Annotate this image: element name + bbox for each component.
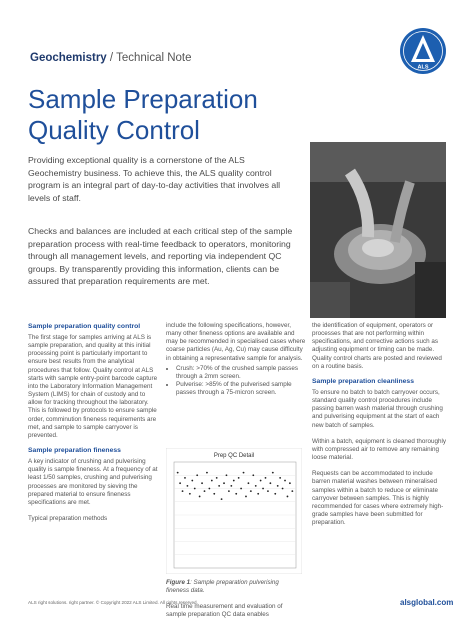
data-point <box>274 493 276 495</box>
data-point <box>221 498 223 500</box>
data-point <box>182 490 184 492</box>
data-point <box>201 482 203 484</box>
heading-fineness: Sample preparation fineness <box>28 447 121 455</box>
data-point <box>267 490 269 492</box>
data-point <box>216 477 218 479</box>
bullet-pulverise: • Pulverise: >85% of the pulverised sample passes through a 75-micron screen. <box>176 381 306 397</box>
data-point <box>240 488 242 490</box>
data-point <box>287 496 289 498</box>
data-point <box>233 480 235 482</box>
data-point <box>262 488 264 490</box>
data-point <box>223 482 225 484</box>
intro-paragraph-2: Checks and balances are included at each critical step of the sample preparation process with real-time feedback to operators, monitoring through all management levels, and reporting via independent QC groups. By transparently providing this information, clients can be assured that preparation requirements are met. <box>28 226 293 287</box>
col2-bottom-paragraph: Real time measurement and evaluation of sample preparation QC data enables <box>166 603 283 619</box>
data-point <box>230 485 232 487</box>
data-point <box>291 490 293 492</box>
data-point <box>248 482 250 484</box>
data-point <box>272 472 274 474</box>
data-point <box>243 472 245 474</box>
col1-paragraph-1: The first stage for samples arriving at ALS is sample preparation, and quality at this initial processing point is particularly important to ensure best results from the analytical procedures that follow. Quality control at ALS starts with sample entry-point barcode capture into the Laboratory Information Management System (LIMS) for chain of custody and to allow for tracking throughout the laboratory. This is followed by protocols to ensure sample order, comminution fineness requirements are met, and sample to sample carryover is prevented. <box>28 334 158 439</box>
col2-paragraph-1: include the following specifications, however, many other fineness options are available and may be recommended in specialised cases where coarse particles (Au, Ag, Cu) may cause difficulty in obtaining a representative sample for analysis. <box>166 322 306 362</box>
col1-paragraph-3: Typical preparation methods <box>28 514 108 522</box>
data-point <box>245 496 247 498</box>
lab-photo <box>310 142 446 318</box>
data-point <box>260 480 262 482</box>
data-point <box>282 488 284 490</box>
logo-text: ALS <box>417 64 429 71</box>
category-label: Geochemistry <box>30 52 107 64</box>
data-point <box>238 477 240 479</box>
doc-type-label: Technical Note <box>116 52 192 64</box>
data-point <box>277 485 279 487</box>
data-point <box>184 477 186 479</box>
data-point <box>191 480 193 482</box>
data-point <box>194 488 196 490</box>
data-point <box>284 480 286 482</box>
header-separator: / <box>106 52 117 64</box>
page-title <box>28 84 328 146</box>
data-point <box>189 493 191 495</box>
data-point <box>226 474 228 476</box>
chart-title: Prep QC Detail <box>213 453 255 459</box>
caption-label: Figure 1 <box>166 579 191 586</box>
data-point <box>279 477 281 479</box>
data-point <box>235 493 237 495</box>
data-point <box>196 474 198 476</box>
caption-text: : Sample preparation pulverising fineness data. <box>166 579 279 594</box>
heading-quality-control: Sample preparation quality control <box>28 323 141 330</box>
bullet-crush: • Crush: >70% of the crushed sample passes through a 2mm screen. <box>176 365 306 381</box>
figure-caption <box>166 579 302 595</box>
data-point <box>199 496 201 498</box>
data-point <box>211 480 213 482</box>
data-point <box>213 493 215 495</box>
footer-copyright: ALS right solutions. right partner. © Copyright 2022 ALS Limited. All rights reserved. <box>28 600 198 605</box>
heading-cleanliness: Sample preparation cleanliness <box>312 377 414 385</box>
data-point <box>257 493 259 495</box>
title-line-2: Quality Control <box>28 115 200 145</box>
data-point <box>187 485 189 487</box>
intro-paragraph-1: Providing exceptional quality is a cornerstone of the ALS Geochemistry business. To achieve this, the ALS quality control program is an integral part of day-to-day activities that involves all levels of staff. <box>28 155 281 203</box>
data-point <box>255 485 257 487</box>
data-point <box>250 490 252 492</box>
data-point <box>208 488 210 490</box>
data-point <box>179 482 181 484</box>
data-point <box>204 490 206 492</box>
title-line-1: Sample Preparation <box>28 84 258 114</box>
col1-paragraph-2: A key indicator of crushing and pulverising quality is sample fineness. At a frequency of at least 1/50 samples, crushing and pulverising processes are monitored by sieving the prepared material to ensure fineness specifications are met. <box>28 458 158 506</box>
data-point <box>269 482 271 484</box>
doc-header <box>30 52 192 64</box>
data-point <box>177 472 179 474</box>
data-point <box>218 485 220 487</box>
data-point <box>252 474 254 476</box>
col3-paragraph-1: the identification of equipment, operators or processes that are not performing within specifications, and corrective actions such as adjusting equipment or timing can be made. Quality control charts are posted and reviewed on a routine basis. <box>312 322 442 370</box>
col3-paragraph-4: Requests can be accommodated to include barren material washes between mineralised samples within a batch to reduce or eliminate carryover between samples. This is highly recommended for cases where extremely high-grade samples have been submitted for preparation. <box>312 470 444 527</box>
footer-website-link[interactable]: alsglobal.com <box>400 598 454 607</box>
fineness-chart <box>166 448 302 574</box>
col3-paragraph-2: To ensure no batch to batch carryover occurs, standard quality control procedures include passing barren wash material through crushing and pulverising equipment at the start of each new batch of samples. <box>312 388 443 429</box>
data-point <box>228 490 230 492</box>
column-3 <box>312 322 448 527</box>
column-2 <box>166 322 306 397</box>
chart-svg <box>166 448 302 574</box>
col3-paragraph-3: Within a batch, equipment is cleaned thoroughly with compressed air to remove any remaining loose material. <box>312 437 447 462</box>
data-point <box>289 482 291 484</box>
data-point <box>265 477 267 479</box>
als-logo-icon <box>400 28 446 74</box>
column-1 <box>28 322 158 523</box>
data-point <box>206 472 208 474</box>
